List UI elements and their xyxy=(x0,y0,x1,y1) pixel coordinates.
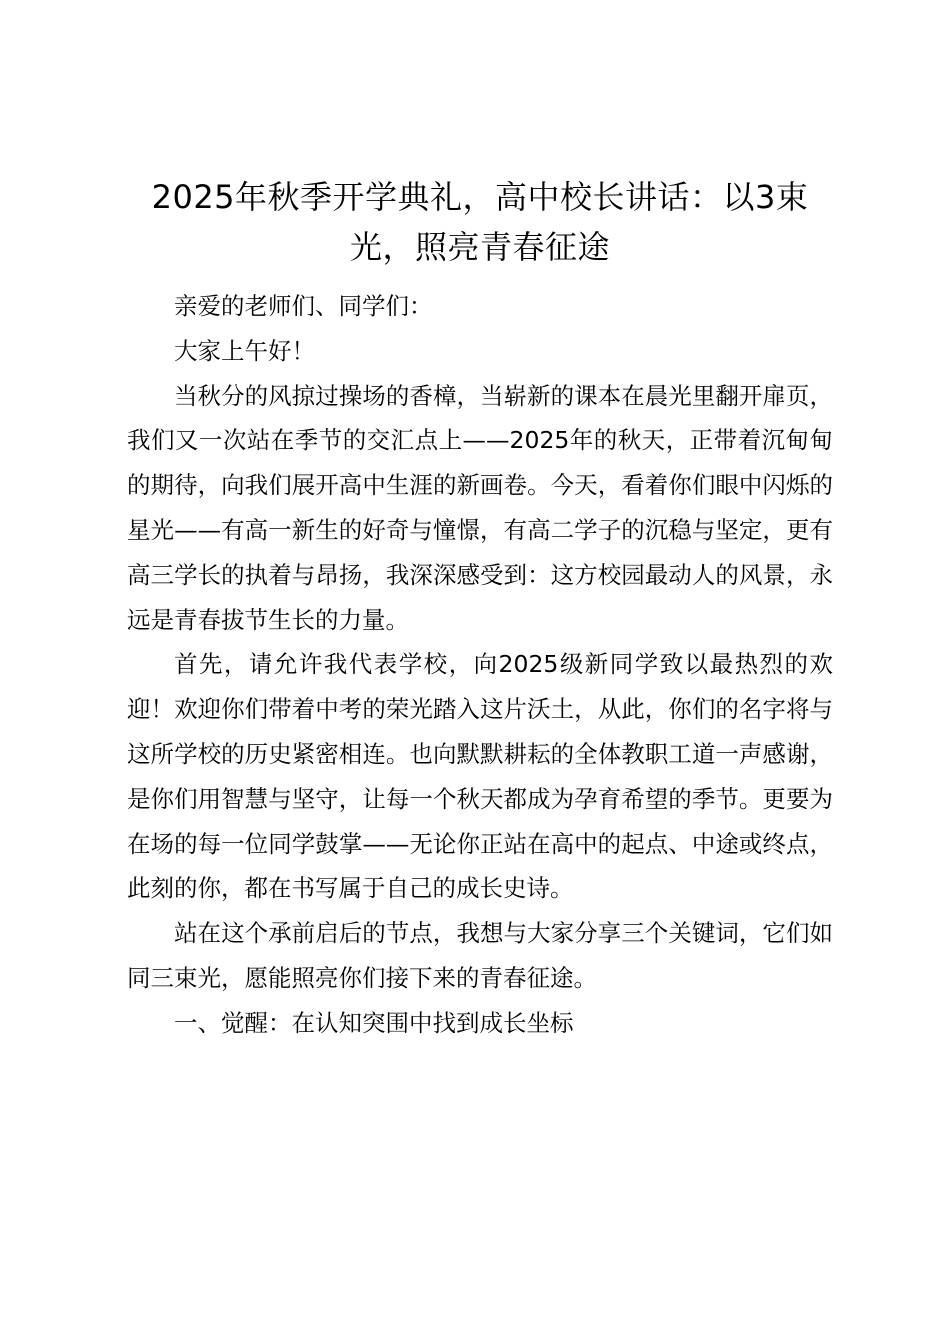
paragraph-opening: 当秋分的风掠过操场的香樟，当崭新的课本在晨光里翻开扉页，我们又一次站在季节的交汇点上——2025年的秋天，正带着沉甸甸的期待，向我们展开高中生涯的新画卷。今天，看着你们眼中闪烁的星光——有高一新生的好奇与憧憬，有高二学子的沉稳与坚定，更有高三学长的执着与昂扬，我深深感受到：这方校园最动人的风景，永远是青春拔节生长的力量。 xyxy=(127,381,833,634)
document-title: 2025年秋季开学典礼，高中校长讲话：以3束光，照亮青春征途 xyxy=(151,178,809,266)
paragraph-welcome: 首先，请允许我代表学校，向2025级新同学致以最热烈的欢迎！欢迎你们带着中考的荣光踏入这片沃土，从此，你们的名字将与这所学校的历史紧密相连。也向默默耕耘的全体教职工道一声感谢，是你们用智慧与坚守，让每一个秋天都成为孕育希望的季节。更要为在场的每一位同学鼓掌——无论你正站在高中的起点、中途或终点，此刻的你，都在书写属于自己的成长史诗。 xyxy=(127,650,833,903)
salutation: 亲爱的老师们、同学们： xyxy=(174,292,433,320)
document-body xyxy=(127,284,833,1046)
paragraph-keywords-intro: 站在这个承前启后的节点，我想与大家分享三个关键词，它们如同三束光，愿能照亮你们接下来的青春征途。 xyxy=(127,919,833,992)
greeting: 大家上午好！ xyxy=(174,336,315,365)
section-heading-1: 一、觉醒：在认知突围中找到成长坐标 xyxy=(174,1008,574,1037)
document-page xyxy=(127,172,833,1046)
